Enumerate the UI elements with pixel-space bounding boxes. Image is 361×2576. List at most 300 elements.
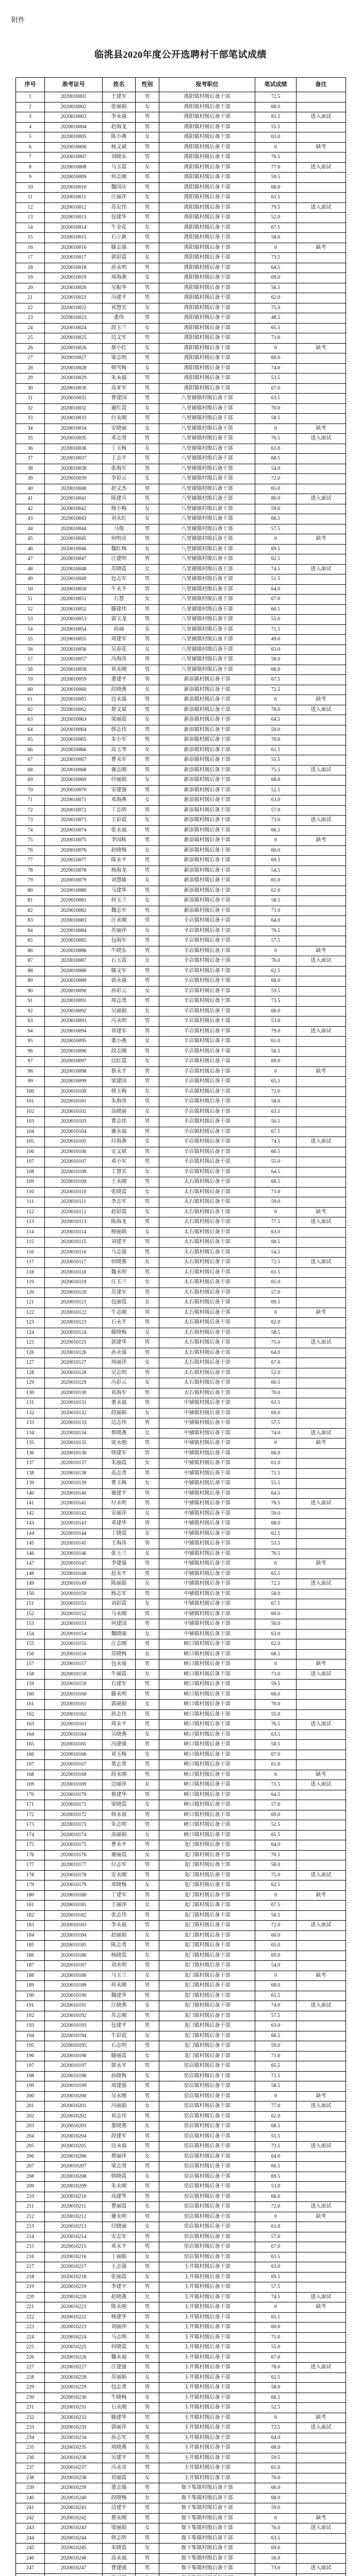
table-row — [16, 2081, 346, 2092]
cell-score: 52.0 — [255, 1368, 297, 1379]
cell-gender: 男 — [136, 394, 159, 404]
cell-seq: 79 — [16, 876, 45, 886]
cell-name: 周丽萍 — [103, 1358, 136, 1368]
table-row — [16, 494, 346, 504]
cell-name: 董晓燕 — [103, 2122, 136, 2132]
cell-position: 太石镇村级后备干部 — [159, 1217, 255, 1228]
table-row — [16, 384, 346, 394]
cell-name: 王建军 — [103, 92, 136, 103]
cell-ticket-number: 2020010036 — [45, 444, 103, 454]
cell-position: 辛店镇村级后备干部 — [159, 1007, 255, 1017]
cell-gender: 女 — [136, 1951, 159, 1961]
table-row — [16, 1941, 346, 1951]
cell-gender: 男 — [136, 313, 159, 324]
cell-seq: 169 — [16, 1780, 45, 1790]
cell-name: 周志勇 — [103, 996, 136, 1007]
cell-name: 张永福 — [103, 826, 136, 836]
cell-score: 70.0 — [255, 2473, 297, 2484]
cell-remark — [297, 1810, 346, 1821]
cell-seq: 105 — [16, 1137, 45, 1147]
cell-name: 包志军 — [103, 574, 136, 585]
table-row — [16, 152, 346, 163]
table-row — [16, 1670, 346, 1680]
cell-ticket-number: 2020010107 — [45, 1157, 103, 1167]
cell-score: 68.5 — [255, 1238, 297, 1248]
cell-position: 窑店镇村级后备干部 — [159, 2122, 255, 2132]
cell-ticket-number: 2020010132 — [45, 1409, 103, 1419]
cell-ticket-number: 2020010239 — [45, 2483, 103, 2494]
cell-name: 邓志勇 — [103, 434, 136, 444]
cell-score: 71.0 — [255, 333, 297, 344]
table-row — [16, 1509, 346, 1519]
cell-ticket-number: 2020010021 — [45, 293, 103, 303]
cell-score: 75.0 — [255, 1338, 297, 1348]
cell-name: 吴永刚 — [103, 2092, 136, 2102]
cell-score: 77.0 — [255, 163, 297, 173]
cell-ticket-number: 2020010186 — [45, 1951, 103, 1961]
cell-gender: 女 — [136, 2523, 159, 2534]
table-row — [16, 1328, 346, 1338]
cell-score: 55.0 — [255, 2343, 297, 2353]
cell-ticket-number: 2020010081 — [45, 896, 103, 906]
cell-remark — [297, 1710, 346, 1720]
cell-position: 辛店镇村级后备干部 — [159, 1067, 255, 1077]
cell-gender: 女 — [136, 2052, 159, 2062]
cell-name: 段玉兰 — [103, 324, 136, 334]
cell-position: 玉井镇村级后备干部 — [159, 2423, 255, 2433]
cell-score: 75.0 — [255, 303, 297, 314]
table-row — [16, 2021, 346, 2031]
cell-gender: 男 — [136, 886, 159, 896]
cell-ticket-number: 2020010077 — [45, 856, 103, 866]
cell-name: 韩雪梅 — [103, 364, 136, 374]
cell-ticket-number: 2020010138 — [45, 1469, 103, 1479]
cell-remark — [297, 1188, 346, 1198]
cell-ticket-number: 2020010165 — [45, 1740, 103, 1750]
cell-score: 66.5 — [255, 514, 297, 524]
cell-position: 衙下集镇村级后备干部 — [159, 2534, 255, 2544]
cell-gender: 男 — [136, 2142, 159, 2152]
cell-name: 边永福 — [103, 2142, 136, 2152]
cell-seq: 103 — [16, 1117, 45, 1127]
cell-score: 65.5 — [255, 1077, 297, 1087]
cell-score: 72.5 — [255, 2423, 297, 2433]
cell-position: 新添镇村级后备干部 — [159, 886, 255, 896]
cell-gender: 男 — [136, 2403, 159, 2413]
cell-gender: 女 — [136, 1599, 159, 1609]
cell-ticket-number: 2020010037 — [45, 454, 103, 464]
cell-ticket-number: 2020010219 — [45, 2282, 103, 2293]
cell-name: 吴振华 — [103, 283, 136, 294]
table-row — [16, 444, 346, 454]
cell-score: 52.5 — [255, 786, 297, 796]
table-row — [16, 1258, 346, 1268]
cell-score: 60.0 — [255, 1931, 297, 1941]
table-row — [16, 92, 346, 103]
cell-position: 中铺镇村级后备干部 — [159, 1499, 255, 1509]
cell-gender: 女 — [136, 1459, 159, 1469]
cell-ticket-number: 2020010156 — [45, 1650, 103, 1660]
cell-gender: 女 — [136, 193, 159, 203]
cell-score: 65.5 — [255, 1831, 297, 1841]
cell-remark: 进入面试 — [297, 2564, 346, 2574]
cell-name: 陈海龙 — [103, 1217, 136, 1228]
cell-gender: 女 — [136, 1509, 159, 1519]
cell-gender: 男 — [136, 1177, 159, 1188]
cell-ticket-number: 2020010027 — [45, 353, 103, 364]
table-row — [16, 2182, 346, 2192]
table-row — [16, 1609, 346, 1620]
cell-ticket-number: 2020010234 — [45, 2433, 103, 2444]
cell-name: 朱永刚 — [103, 2182, 136, 2192]
cell-score: 68.5 — [255, 454, 297, 464]
cell-ticket-number: 2020010032 — [45, 404, 103, 414]
table-row — [16, 2072, 346, 2082]
cell-name: 朱晓霞 — [103, 2544, 136, 2554]
cell-score: 76.0 — [255, 2523, 297, 2534]
cell-ticket-number: 2020010141 — [45, 1499, 103, 1509]
cell-seq: 198 — [16, 2072, 45, 2082]
table-row — [16, 2564, 346, 2574]
cell-score: 70.0 — [255, 404, 297, 414]
cell-name: 祁丽霞 — [103, 2473, 136, 2484]
cell-remark: 缺考 — [297, 1891, 346, 1901]
cell-seq: 40 — [16, 484, 45, 495]
cell-score: 78.0 — [255, 2363, 297, 2373]
cell-ticket-number: 2020010057 — [45, 655, 103, 665]
cell-ticket-number: 2020010204 — [45, 2132, 103, 2142]
cell-gender: 女 — [136, 2293, 159, 2303]
cell-gender: 男 — [136, 1197, 159, 1208]
cell-remark — [297, 1549, 346, 1560]
cell-name: 牛丽霞 — [103, 1670, 136, 1680]
table-row — [16, 1298, 346, 1308]
table-row — [16, 2041, 346, 2052]
cell-gender: 女 — [136, 2473, 159, 2484]
table-row — [16, 1057, 346, 1067]
cell-gender: 男 — [136, 1790, 159, 1801]
cell-score: 57.5 — [255, 2282, 297, 2293]
cell-name: 马志强 — [103, 1248, 136, 1258]
table-row — [16, 745, 346, 756]
cell-ticket-number: 2020010044 — [45, 524, 103, 535]
cell-gender: 男 — [136, 725, 159, 736]
cell-remark: 进入面试 — [297, 1027, 346, 1037]
table-row — [16, 715, 346, 725]
table-row — [16, 2252, 346, 2263]
cell-gender: 女 — [136, 223, 159, 233]
cell-remark: 缺考 — [297, 836, 346, 846]
cell-gender: 女 — [136, 1800, 159, 1810]
table-row — [16, 1659, 346, 1670]
cell-position: 洮阳镇村级后备干部 — [159, 313, 255, 324]
cell-ticket-number: 2020010184 — [45, 1931, 103, 1941]
cell-position: 新添镇村级后备干部 — [159, 826, 255, 836]
cell-name: 朱永福 — [103, 374, 136, 384]
cell-position: 峡口镇村级后备干部 — [159, 1780, 255, 1790]
cell-name: 边建平 — [103, 2503, 136, 2514]
cell-remark — [297, 2081, 346, 2092]
table-row — [16, 1499, 346, 1509]
table-row — [16, 615, 346, 625]
table-row — [16, 956, 346, 967]
cell-seq: 26 — [16, 344, 45, 354]
cell-name: 包永强 — [103, 1659, 136, 1670]
cell-ticket-number: 2020010053 — [45, 615, 103, 625]
cell-remark — [297, 1730, 346, 1740]
cell-seq: 132 — [16, 1409, 45, 1419]
cell-remark — [297, 1630, 346, 1640]
cell-position: 峡口镇村级后备干部 — [159, 1680, 255, 1690]
cell-score: 66.0 — [255, 183, 297, 193]
cell-position: 太石镇村级后备干部 — [159, 1298, 255, 1308]
table-row — [16, 2242, 346, 2252]
cell-name: 段丽娟 — [103, 1409, 136, 1419]
cell-ticket-number: 2020010043 — [45, 514, 103, 524]
cell-gender: 女 — [136, 2031, 159, 2042]
cell-name: 邓小军 — [103, 1157, 136, 1167]
cell-seq: 156 — [16, 1650, 45, 1660]
cell-seq: 125 — [16, 1338, 45, 1348]
cell-remark: 缺考 — [297, 1438, 346, 1449]
cell-seq: 29 — [16, 374, 45, 384]
cell-name: 陈永平 — [103, 856, 136, 866]
cell-ticket-number: 2020010193 — [45, 2021, 103, 2031]
cell-name: 王海涛 — [103, 1539, 136, 1549]
cell-position: 八里铺镇村级后备干部 — [159, 574, 255, 585]
cell-seq: 197 — [16, 2061, 45, 2072]
cell-score: 74.0 — [255, 1429, 297, 1439]
table-row — [16, 1579, 346, 1589]
table-row — [16, 2423, 346, 2433]
table-row — [16, 454, 346, 464]
cell-ticket-number: 2020010139 — [45, 1479, 103, 1489]
cell-score: 71.0 — [255, 2052, 297, 2062]
cell-ticket-number: 2020010226 — [45, 2353, 103, 2363]
cell-seq: 65 — [16, 735, 45, 745]
cell-seq: 8 — [16, 163, 45, 173]
cell-gender: 男 — [136, 1871, 159, 1881]
cell-seq: 62 — [16, 705, 45, 716]
cell-name: 赵彩霞 — [103, 1208, 136, 1218]
cell-seq: 76 — [16, 846, 45, 856]
cell-seq: 199 — [16, 2081, 45, 2092]
cell-remark — [297, 484, 346, 495]
table-row — [16, 1388, 346, 1399]
cell-gender: 女 — [136, 2393, 159, 2403]
table-row — [16, 1087, 346, 1097]
cell-name: 付晓丽 — [103, 2222, 136, 2232]
cell-score: 64.0 — [255, 1348, 297, 1359]
results-table — [15, 77, 346, 2576]
cell-gender: 女 — [136, 424, 159, 434]
cell-name: 魏永明 — [103, 1268, 136, 1278]
cell-score: 64.0 — [255, 2152, 297, 2162]
cell-name: 牛永平 — [103, 585, 136, 595]
cell-gender: 男 — [136, 1991, 159, 2002]
cell-ticket-number: 2020010031 — [45, 394, 103, 404]
cell-position: 龙门镇村级后备干部 — [159, 2031, 255, 2042]
cell-remark — [297, 1007, 346, 1017]
cell-seq: 147 — [16, 1559, 45, 1569]
table-row — [16, 1217, 346, 1228]
cell-gender: 女 — [136, 1931, 159, 1941]
table-row — [16, 886, 346, 896]
cell-position: 衙下集镇村级后备干部 — [159, 2503, 255, 2514]
cell-position: 洮阳镇村级后备干部 — [159, 353, 255, 364]
cell-remark — [297, 2232, 346, 2243]
cell-position: 洮阳镇村级后备干部 — [159, 364, 255, 374]
cell-remark — [297, 1609, 346, 1620]
cell-gender: 男 — [136, 2061, 159, 2072]
cell-gender: 男 — [136, 183, 159, 193]
cell-score: 72.5 — [255, 685, 297, 696]
cell-gender: 女 — [136, 1037, 159, 1047]
cell-position: 新添镇村级后备干部 — [159, 876, 255, 886]
cell-position: 中铺镇村级后备干部 — [159, 1409, 255, 1419]
cell-seq: 143 — [16, 1519, 45, 1529]
cell-name: 董建平 — [103, 675, 136, 685]
cell-seq: 203 — [16, 2122, 45, 2132]
cell-position: 玉井镇村级后备干部 — [159, 2333, 255, 2343]
cell-remark — [297, 1991, 346, 2002]
cell-position: 衙下集镇村级后备干部 — [159, 2564, 255, 2574]
cell-position: 洮阳镇村级后备干部 — [159, 92, 255, 103]
cell-gender: 女 — [136, 1409, 159, 1419]
table-row — [16, 1569, 346, 1580]
cell-ticket-number: 2020010088 — [45, 967, 103, 977]
cell-seq: 165 — [16, 1740, 45, 1750]
cell-position: 峡口镇村级后备干部 — [159, 1700, 255, 1710]
table-row — [16, 856, 346, 866]
cell-remark — [297, 2072, 346, 2082]
cell-name: 王丽萍 — [103, 1901, 136, 1911]
cell-ticket-number: 2020010150 — [45, 1589, 103, 1600]
cell-gender: 女 — [136, 816, 159, 826]
cell-ticket-number: 2020010235 — [45, 2443, 103, 2453]
cell-gender: 男 — [136, 605, 159, 615]
table-row — [16, 2443, 346, 2453]
cell-name: 石建军 — [103, 1680, 136, 1690]
cell-score: 74.0 — [255, 2001, 297, 2011]
cell-score: 66.5 — [255, 1177, 297, 1188]
cell-score: 0 — [255, 695, 297, 705]
cell-remark — [297, 303, 346, 314]
cell-remark: 进入面试 — [297, 565, 346, 575]
cell-score: 61.5 — [255, 1268, 297, 1278]
cell-score: 55.5 — [255, 2132, 297, 2142]
cell-score: 72.0 — [255, 2202, 297, 2212]
cell-name: 牛金花 — [103, 223, 136, 233]
cell-position: 峡口镇村级后备干部 — [159, 1730, 255, 1740]
cell-name: 魏志军 — [103, 906, 136, 917]
cell-score: 67.0 — [255, 1750, 297, 1760]
cell-seq: 133 — [16, 1418, 45, 1429]
cell-gender: 女 — [136, 344, 159, 354]
cell-position: 中铺镇村级后备干部 — [159, 1589, 255, 1600]
cell-name: 吴建平 — [103, 2453, 136, 2464]
cell-gender: 男 — [136, 1559, 159, 1569]
cell-position: 洮阳镇村级后备干部 — [159, 344, 255, 354]
cell-ticket-number: 2020010213 — [45, 2222, 103, 2232]
cell-seq: 131 — [16, 1398, 45, 1409]
table-row — [16, 705, 346, 716]
cell-position: 中铺镇村级后备干部 — [159, 1459, 255, 1469]
cell-name: 滕文军 — [103, 967, 136, 977]
cell-score: 59.0 — [255, 2503, 297, 2514]
table-row — [16, 2011, 346, 2022]
cell-score: 66.0 — [255, 2192, 297, 2202]
cell-ticket-number: 2020010221 — [45, 2302, 103, 2313]
cell-gender: 女 — [136, 1549, 159, 1560]
cell-ticket-number: 2020010122 — [45, 1308, 103, 1318]
cell-position: 洮阳镇村级后备干部 — [159, 384, 255, 394]
table-row — [16, 1760, 346, 1770]
cell-remark — [297, 1328, 346, 1338]
cell-ticket-number: 2020010101 — [45, 1097, 103, 1107]
cell-remark — [297, 1750, 346, 1760]
cell-score: 57.5 — [255, 936, 297, 946]
cell-position: 中铺镇村级后备干部 — [159, 1418, 255, 1429]
cell-position: 峡口镇村级后备干部 — [159, 1820, 255, 1831]
table-row — [16, 1519, 346, 1529]
cell-position: 中铺镇村级后备干部 — [159, 1539, 255, 1549]
cell-ticket-number: 2020010071 — [45, 795, 103, 806]
table-row — [16, 374, 346, 384]
cell-score: 70.5 — [255, 152, 297, 163]
cell-gender: 男 — [136, 2212, 159, 2223]
cell-gender: 男 — [136, 203, 159, 213]
cell-score: 57.0 — [255, 1800, 297, 1810]
cell-ticket-number: 2020010115 — [45, 1238, 103, 1248]
cell-position: 中铺镇村级后备干部 — [159, 1529, 255, 1539]
cell-seq: 240 — [16, 2494, 45, 2504]
cell-seq: 33 — [16, 414, 45, 424]
cell-score: 61.0 — [255, 2463, 297, 2473]
cell-score: 64.0 — [255, 916, 297, 926]
cell-remark — [297, 1459, 346, 1469]
cell-ticket-number: 2020010145 — [45, 1539, 103, 1549]
cell-seq: 6 — [16, 143, 45, 153]
cell-gender: 男 — [136, 1217, 159, 1228]
cell-position: 太石镇村级后备干部 — [159, 1358, 255, 1368]
cell-seq: 47 — [16, 554, 45, 565]
cell-name: 冯永明 — [103, 1016, 136, 1027]
cell-seq: 171 — [16, 1800, 45, 1810]
cell-remark — [297, 474, 346, 484]
cell-score: 55.0 — [255, 1710, 297, 1720]
cell-remark — [297, 1298, 346, 1308]
table-row — [16, 223, 346, 233]
cell-score: 59.0 — [255, 1197, 297, 1208]
table-row — [16, 2172, 346, 2182]
cell-gender: 男 — [136, 1911, 159, 1921]
cell-ticket-number: 2020010033 — [45, 414, 103, 424]
cell-name: 刘永红 — [103, 514, 136, 524]
cell-seq: 207 — [16, 2162, 45, 2172]
cell-remark — [297, 1167, 346, 1178]
cell-ticket-number: 2020010155 — [45, 1639, 103, 1650]
cell-seq: 177 — [16, 1860, 45, 1871]
cell-remark — [297, 2162, 346, 2172]
cell-seq: 24 — [16, 324, 45, 334]
cell-name: 李国栋 — [103, 836, 136, 846]
cell-score: 54.5 — [255, 866, 297, 876]
table-row — [16, 324, 346, 334]
cell-gender: 男 — [136, 1147, 159, 1158]
cell-score: 72.0 — [255, 474, 297, 484]
cell-position: 衙下集镇村级后备干部 — [159, 2523, 255, 2534]
